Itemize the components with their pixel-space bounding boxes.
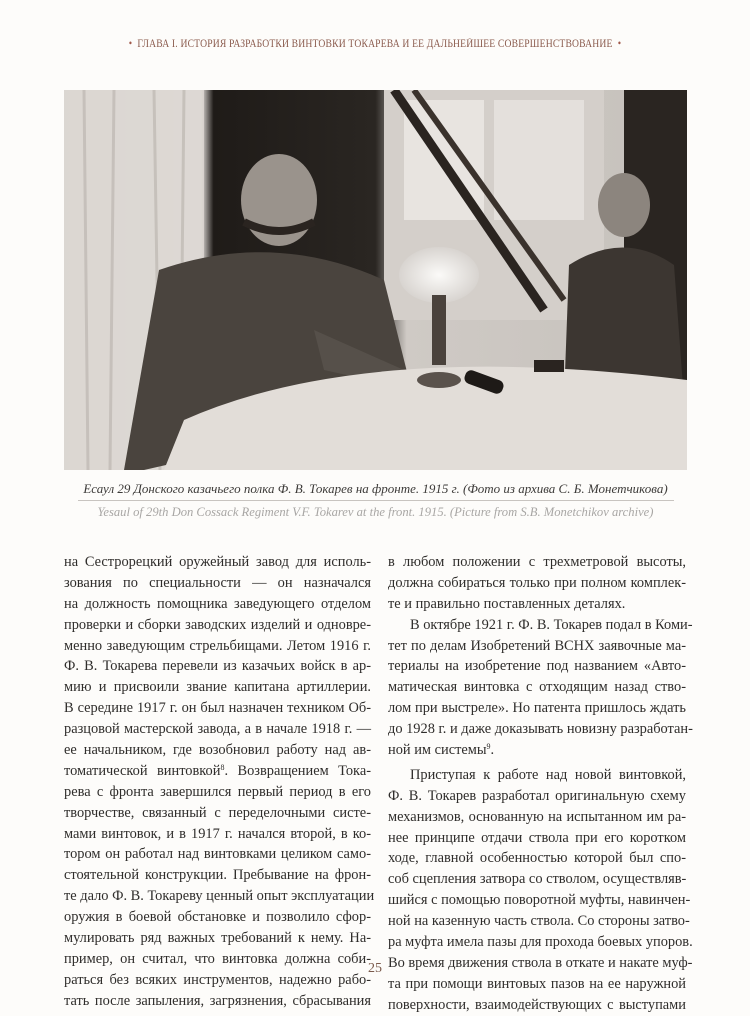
text-line: пример, он считал, что винтовка должна соби- [64,950,371,967]
text-line: ее начальником, где возобновил работу над ав- [64,742,371,759]
caption-russian: Есаул 29 Донского казачьего полка Ф. В. Токарев на фронте. 1915 г. (Фото из архива С. Б. Монетчикова) [83,481,668,496]
text-line: те дало Ф. В. Токареву ценный опыт эксплуатации [64,888,375,905]
running-head [108,38,643,50]
paragraph-3 [388,765,693,1016]
text-fragment: . [490,742,495,759]
text-line: оружия в боевой обстановке и позволило сфор- [64,909,371,926]
text-line-with-footnote [388,740,686,761]
text-line: териалы на изобретение под названием «Авто- [388,658,686,675]
text-line: должна собираться только при полном комплек- [388,574,686,591]
text-line: поверхности, взаимодействующих с выступами [388,996,686,1013]
text-line: мулировать ряд важных требований к нему. На- [64,930,371,947]
text-line: механизмов, основанную на испытанном им ра- [388,808,686,825]
text-line: в любом положении с трехметровой высоты, [388,554,686,570]
text-line: ходе, главной особенностью которой был спо- [388,850,686,867]
text-line: ра муфта имела пазы для прохода боевых упоров. [388,934,693,951]
text-line-with-footnote [64,761,371,782]
text-line: лом при выстреле». Но патента пришлось ждать [388,700,686,717]
text-line: на Сестрорецкий оружейный завод для исполь- [64,554,371,570]
historical-photo [64,90,687,470]
paragraph-2 [388,615,693,761]
text-line: стоятельной конструкции. Пребывание на фрон- [64,867,371,884]
text-fragment: . Возвращением Тока- [224,762,371,779]
footnote-ref[interactable]: 8 [220,762,225,772]
text-line: творчестве, связанный с переделочными систе- [64,804,371,821]
text-line: мами винтовок, и в 1917 г. начался второй, в ко- [64,825,371,842]
bullet-right: • [617,38,622,50]
text-line: соб сцепления затвора со стволом, осуществляв- [388,871,687,888]
caption-english: Yesaul of 29th Don Cossack Regiment V.F. Tokarev at the front. 1915. (Picture from S.B. Monetchikov archive) [97,505,654,519]
text-line: нее принципе отдачи ствола при его коротком [388,829,686,846]
text-line: ной на казенную часть ствола. Со стороны затво- [388,913,690,930]
paragraph-1 [388,552,686,615]
text-line: Во время движения ствола в откате и накате муф- [388,954,693,971]
text-fragment: томатической винтовкой [64,762,221,779]
photo-illustration [64,90,687,470]
bullet-left: • [128,38,133,50]
text-line: В октябре 1921 г. Ф. В. Токарев подал в Коми- [410,616,693,633]
text-line: Приступая к работе над новой винтовкой, [410,766,686,783]
caption-divider [78,500,674,501]
text-line: рева с фронта завершился первый период в его [64,783,371,800]
text-line: проверки и сборки заводских изделий и одновре- [64,616,371,633]
text-line: Ф. В. Токарев разработал оригинальную схему [388,787,686,804]
running-head-text: ГЛАВА I. ИСТОРИЯ РАЗРАБОТКИ ВИНТОВКИ ТОКАРЕВА И ЕЕ ДАЛЬНЕЙШЕЕ СОВЕРШЕНСТВОВАНИЕ [137,38,613,50]
text-line: менно заведующим стрельбищами. Летом 1916 г. [64,637,371,654]
text-line: тором он работал над винтовками целиком само- [64,846,371,863]
text-line: зования по специальности — он назначался [64,574,371,591]
text-fragment: ной им системы [388,742,487,759]
footnote-ref[interactable]: 9 [486,742,491,752]
text-line: разцовой мастерской завода, а в начале 1918 г. — [64,721,371,738]
text-line: тет по делам Изобретений ВСНХ заявочные ма- [388,637,686,654]
text-line: те и правильно поставленных деталях. [388,595,626,612]
text-line: до 1928 г. и даже доказывать новизну разработан- [388,721,693,738]
text-line: Ф. В. Токарева перевели из казачьих войск в ар- [64,658,371,675]
text-line: та при помощи винтовых пазов на ее наружной [388,975,686,992]
text-line: мию и присвоили звание капитана артиллерии. [64,679,371,696]
text-line: раться без всяких инструментов, надежно рабо- [64,971,371,988]
text-line: тать после запыления, загрязнения, сбрасывания [64,992,371,1009]
text-line: на должность помощника заведующего отделом [64,595,371,612]
text-line: шийся с помощью поворотной муфты, навинчен- [388,892,691,909]
text-line: матическая винтовка с отходящим назад ство- [388,679,686,696]
page-number: 25 [368,961,382,976]
text-line: В середине 1917 г. он был назначен техником Об- [64,700,371,717]
body-column-right [388,552,693,1016]
